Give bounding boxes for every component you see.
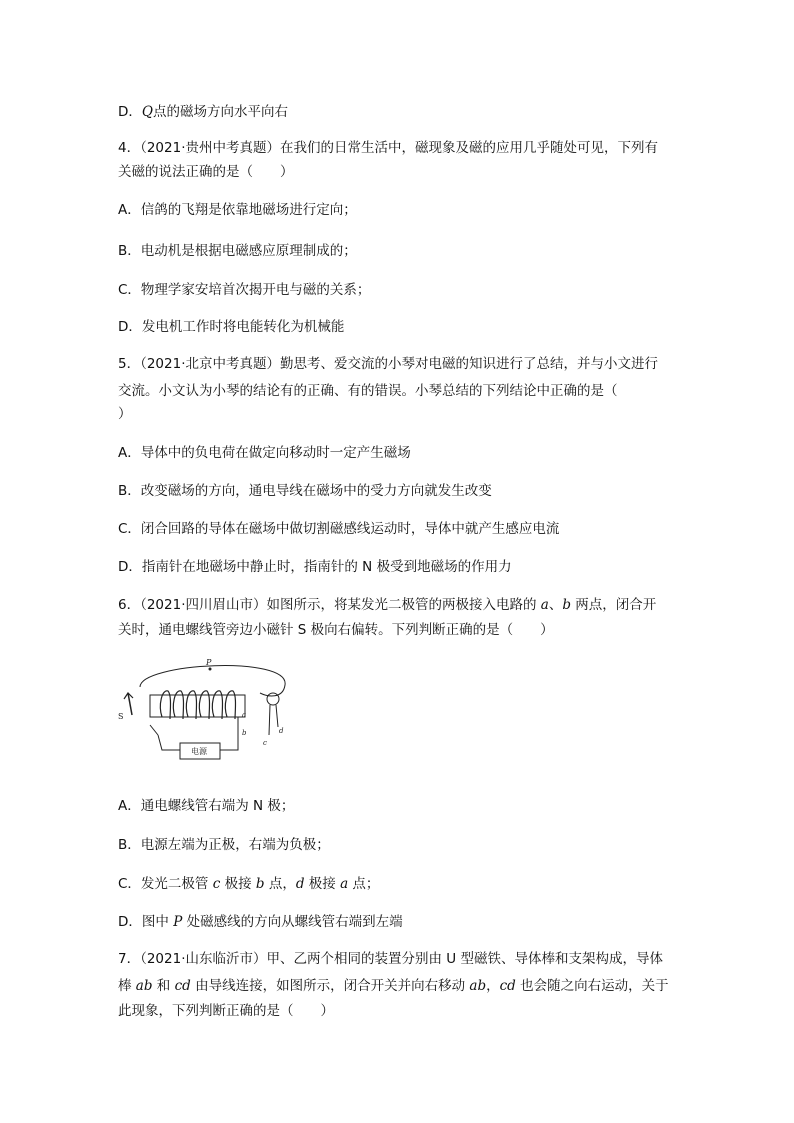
question-4-option-a: A．信鸽的飞翔是依靠地磁场进行定向； [118, 202, 357, 218]
wire-right [220, 717, 238, 750]
switch-lever [150, 725, 158, 735]
label-a: a [242, 711, 247, 719]
question-6-option-d: D．图中 P 处磁感线的方向从螺线管右端到左端 [118, 914, 403, 930]
label-p: P [206, 658, 212, 667]
led-lead-c [269, 705, 270, 735]
question-6-line-2: 关时，通电螺线管旁边小磁针 S 极向右偏转。下列判断正确的是（ ） [118, 622, 554, 638]
question-4-line-1: 4．（2021·贵州中考真题）在我们的日常生活中，磁现象及磁的应用几乎随处可见，下列有 [118, 140, 658, 156]
question-4-option-d: D．发电机工作时将电能转化为机械能 [118, 319, 345, 335]
field-line-curve [140, 666, 285, 696]
power-label: 电源 [191, 747, 207, 756]
solenoid-core [150, 695, 245, 717]
label-b: b [242, 729, 247, 737]
question-4-line-2: 关磁的说法正确的是（ ） [118, 164, 294, 180]
led-bulb [267, 693, 279, 705]
solenoid-circuit-figure [110, 655, 310, 775]
label-s: S [118, 712, 124, 721]
wire-left [158, 735, 180, 750]
question-6-option-a: A．通电螺线管右端为 N 极； [118, 798, 295, 814]
question-6-line-1: 6．（2021·四川眉山市）如图所示，将某发光二极管的两极接入电路的 a、b 两点，闭合开 [118, 597, 657, 613]
line-q3-option-d: D．Q点的磁场方向水平向右 [118, 104, 288, 120]
question-6-option-b: B．电源左端为正极，右端为负极； [118, 837, 330, 853]
question-7-line-1: 7．（2021·山东临沂市）甲、乙两个相同的装置分别由 U 型磁铁、导体棒和支架构成，导体 [118, 951, 663, 967]
question-4-option-b: B．电动机是根据电磁感应原理制成的； [118, 243, 357, 259]
question-5-line-1: 5．（2021·北京中考真题）勤思考、爱交流的小琴对电磁的知识进行了总结，并与小文进行 [118, 356, 658, 372]
question-5-option-b: B．改变磁场的方向，通电导线在磁场中的受力方向就发生改变 [118, 483, 492, 499]
question-4-option-c: C．物理学家安培首次揭开电与磁的关系； [118, 282, 371, 298]
point-p-dot [209, 668, 212, 671]
label-c: c [263, 739, 267, 747]
label-d: d [279, 727, 284, 735]
question-7-line-2: 棒 ab 和 cd 由导线连接，如图所示，闭合开关并向右移动 ab，cd 也会随之向右运动，关于 [118, 978, 669, 994]
question-6-option-c: C．发光二极管 c 极接 b 点，d 极接 a 点； [118, 876, 380, 892]
question-5-option-a: A．导体中的负电荷在做定向移动时一定产生磁场 [118, 445, 411, 461]
question-5-line-2: 交流。小文认为小琴的结论有的正确、有的错误。小琴总结的下列结论中正确的是（ [118, 383, 618, 399]
question-5-option-c: C．闭合回路的导体在磁场中做切割磁感线运动时，导体中就产生感应电流 [118, 521, 560, 537]
led-lead-d [276, 705, 278, 727]
question-5-option-d: D．指南针在地磁场中静止时，指南针的 N 极受到地磁场的作用力 [118, 559, 512, 575]
question-7-line-3: 此现象，下列判断正确的是（ ） [118, 1003, 334, 1019]
question-5-line-3: ） [118, 406, 132, 422]
